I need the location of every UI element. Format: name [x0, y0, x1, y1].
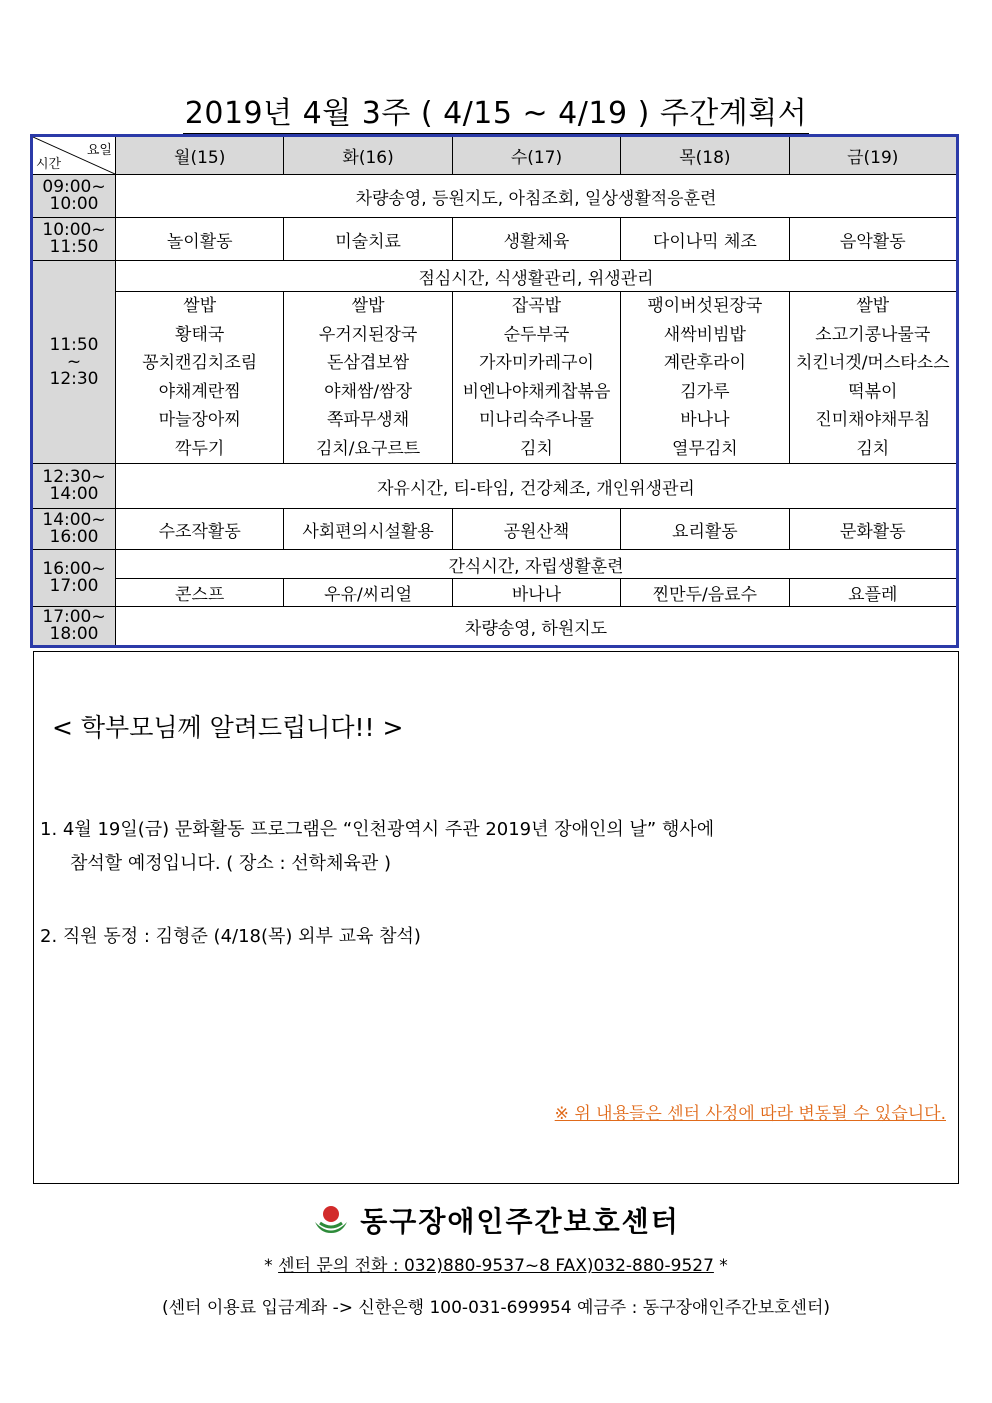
- menu-cell-thu: 팽이버섯된장국 새싹비빔밥 계란후라이 김가루 바나나 열무김치: [621, 292, 789, 464]
- activity-cell: 차량송영, 등원지도, 아침조회, 일상생활적응훈련: [116, 175, 958, 218]
- activity-cell: 공원산책: [452, 509, 620, 550]
- activity-cell: 놀이활동: [116, 218, 284, 261]
- activity-cell: 다이나믹 체조: [621, 218, 789, 261]
- day-header-wed: 수(17): [452, 136, 620, 175]
- header-row: [32, 136, 958, 175]
- menu-cell-mon: 쌀밥 황태국 꽁치캔김치조림 야채계란찜 마늘장아찌 깍두기: [116, 292, 284, 464]
- activity-cell: 차량송영, 하원지도: [116, 607, 958, 647]
- activity-cell: 사회편의시설활용: [284, 509, 452, 550]
- snack-cell: 우유/씨리얼: [284, 579, 452, 607]
- activity-cell: 간식시간, 자립생활훈련: [116, 550, 958, 579]
- weekly-schedule-table: [30, 134, 959, 648]
- time-cell: 17:00~ 18:00: [32, 607, 116, 647]
- contact-line: * 센터 문의 전화 : 032)880-9537~8 FAX)032-880-9527 *: [264, 1256, 728, 1276]
- table-row: [32, 509, 958, 550]
- contact-phone: 센터 문의 전화 : 032)880-9537~8 FAX)032-880-9527: [278, 1256, 714, 1276]
- time-cell: 14:00~ 16:00: [32, 509, 116, 550]
- menu-cell-tue: 쌀밥 우거지된장국 돈삼겹보쌈 야채쌈/쌈장 쪽파무생채 김치/요구르트: [284, 292, 452, 464]
- time-cell: 12:30~ 14:00: [32, 464, 116, 509]
- corner-day-label: 요일: [86, 143, 112, 158]
- org-footer: [0, 1200, 992, 1244]
- table-row: [32, 550, 958, 579]
- table-row: [32, 292, 958, 464]
- table-row: [32, 261, 958, 292]
- notice-box: [33, 651, 959, 1184]
- activity-cell: 수조작활동: [116, 509, 284, 550]
- time-cell: 16:00~ 17:00: [32, 550, 116, 607]
- notice-heading: < 학부모님께 알려드립니다!! >: [52, 713, 404, 742]
- notice-item-1: 1. 4월 19일(금) 문화활동 프로그램은 “인천광역시 주관 2019년 장애인의 날” 행사에: [40, 819, 715, 840]
- time-cell: 11:50 ~ 12:30: [32, 261, 116, 464]
- activity-cell: 미술치료: [284, 218, 452, 261]
- account-info: (센터 이용료 입금계좌 -> 신한은행 100-031-699954 예금주 : 동구장애인주간보호센터): [161, 1298, 831, 1318]
- day-header-thu: 목(18): [621, 136, 789, 175]
- day-header-mon: 월(15): [116, 136, 284, 175]
- snack-cell: 요플레: [789, 579, 957, 607]
- snack-cell: 바나나: [452, 579, 620, 607]
- activity-cell: 자유시간, 티-타임, 건강체조, 개인위생관리: [116, 464, 958, 509]
- org-name: 동구장애인주간보호센터: [360, 1205, 680, 1238]
- activity-cell: 문화활동: [789, 509, 957, 550]
- table-row: [32, 218, 958, 261]
- notice-item-1-cont: 참석할 예정입니다. ( 장소 : 선학체육관 ): [70, 853, 391, 874]
- menu-cell-fri: 쌀밥 소고기콩나물국 치킨너겟/머스타소스 떡볶이 진미채야채무침 김치: [789, 292, 957, 464]
- activity-cell: 요리활동: [621, 509, 789, 550]
- table-row: [32, 579, 958, 607]
- center-logo-icon: [312, 1203, 350, 1244]
- notice-warning: ※ 위 내용들은 센터 사정에 따라 변동될 수 있습니다.: [554, 1104, 946, 1124]
- activity-cell: 점심시간, 식생활관리, 위생관리: [116, 261, 958, 292]
- notice-item-2: 2. 직원 동정 : 김형준 (4/18(목) 외부 교육 참석): [40, 926, 421, 947]
- snack-cell: 콘스프: [116, 579, 284, 607]
- time-cell: 10:00~ 11:50: [32, 218, 116, 261]
- activity-cell: 음악활동: [789, 218, 957, 261]
- day-header-fri: 금(19): [789, 136, 957, 175]
- table-row: [32, 175, 958, 218]
- menu-cell-wed: 잡곡밥 순두부국 가자미카레구이 비엔나야채케찹볶음 미나리숙주나물 김치: [452, 292, 620, 464]
- table-row: [32, 607, 958, 647]
- table-row: [32, 464, 958, 509]
- snack-cell: 찐만두/음료수: [621, 579, 789, 607]
- corner-time-label: 시간: [36, 157, 62, 172]
- activity-cell: 생활체육: [452, 218, 620, 261]
- corner-cell: [32, 136, 116, 175]
- time-cell: 09:00~ 10:00: [32, 175, 116, 218]
- day-header-tue: 화(16): [284, 136, 452, 175]
- page-title: 2019년 4월 3주 ( 4/15 ~ 4/19 ) 주간계획서: [0, 88, 992, 132]
